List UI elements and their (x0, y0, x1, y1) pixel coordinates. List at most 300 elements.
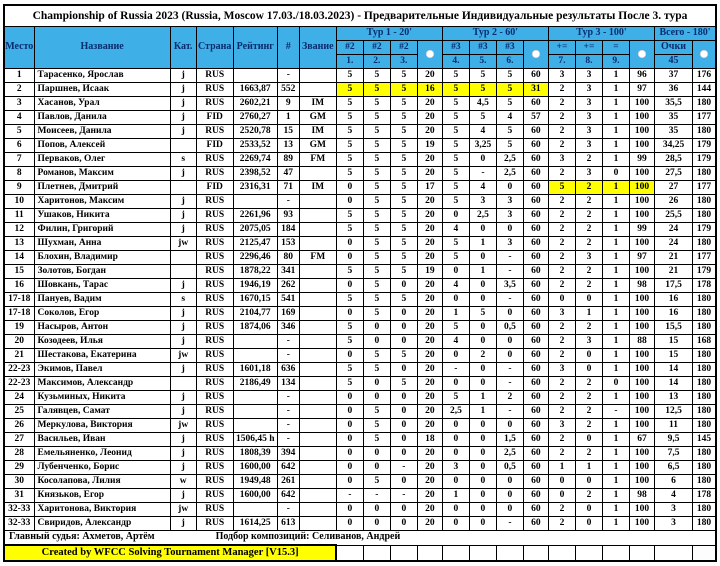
cell-r2-problem-2: 0 (469, 153, 496, 167)
cell-rating: 1946,19 (233, 279, 277, 293)
cell-r2-problem-1: 5 (442, 153, 469, 167)
cell-r3-problem-2: 2 (575, 223, 602, 237)
cell-r3-time: 100 (629, 503, 654, 517)
table-row (4, 363, 716, 377)
cell-points: 25,5 (655, 209, 693, 223)
cell-r2-time: 60 (523, 307, 548, 321)
cell-category: j (170, 461, 196, 475)
cell-r2-problem-3: - (496, 293, 523, 307)
cell-r3-problem-3: 1 (602, 321, 629, 335)
cell-r2-time: 60 (523, 97, 548, 111)
cell-number: 642 (277, 489, 299, 503)
cell-category: j (170, 83, 196, 97)
cell-r1-problem-1: 5 (336, 153, 363, 167)
cell-r3-problem-2: 3 (575, 111, 602, 125)
cell-category: j (170, 363, 196, 377)
cell-r2-problem-3: 5 (496, 83, 523, 97)
cell-r2-problem-1: 0 (442, 517, 469, 531)
cell-category (170, 265, 196, 279)
cell-total-time: 180 (693, 419, 716, 433)
cell-rating: 2104,77 (233, 307, 277, 321)
cell-r1-problem-3: 5 (390, 153, 417, 167)
table-row (4, 223, 716, 237)
cell-r2-problem-3: 0 (496, 181, 523, 195)
cell-rank-title: IM (299, 97, 336, 111)
cell-number: 89 (277, 153, 299, 167)
cell-r2-problem-2: 0 (469, 293, 496, 307)
problem5-number-header: 5. (469, 55, 496, 69)
cell-place: 3 (4, 97, 34, 111)
cell-r1-problem-2: 0 (363, 503, 390, 517)
problem2-number-header: 2. (363, 55, 390, 69)
cell-r1-problem-1: 0 (336, 517, 363, 531)
cell-rank-title: IM (299, 125, 336, 139)
cell-r1-problem-3: 0 (390, 307, 417, 321)
cell-total-time: 180 (693, 517, 716, 531)
cell-r1-problem-3: - (390, 489, 417, 503)
cell-r2-problem-2: 5 (469, 69, 496, 83)
cell-r1-problem-3: 5 (390, 349, 417, 363)
cell-r1-time: 20 (417, 405, 442, 419)
cell-r1-problem-1: 0 (336, 461, 363, 475)
cell-r2-problem-3: 0 (496, 503, 523, 517)
cell-r3-problem-3: 1 (602, 209, 629, 223)
empty-cell (523, 545, 548, 561)
problem7-number-header: 7. (548, 55, 575, 69)
cell-rating: 1601,18 (233, 363, 277, 377)
cell-r1-problem-1: - (336, 489, 363, 503)
cell-points: 24 (655, 237, 693, 251)
cell-r3-problem-2: 2 (575, 279, 602, 293)
cell-r1-problem-3: 5 (390, 167, 417, 181)
cell-total-time: 180 (693, 503, 716, 517)
cell-r2-problem-1: 3 (442, 461, 469, 475)
officials-cell (4, 531, 716, 546)
cell-country: RUS (196, 489, 233, 503)
cell-r1-problem-3: 5 (390, 83, 417, 97)
cell-points: 15 (655, 335, 693, 349)
cell-category: jw (170, 503, 196, 517)
cell-number: 80 (277, 251, 299, 265)
cell-country: RUS (196, 307, 233, 321)
col-header-round3: Тур 3 - 100' (548, 27, 654, 41)
cell-r2-time: 60 (523, 237, 548, 251)
cell-r2-problem-3: 0,5 (496, 321, 523, 335)
table-row (4, 153, 716, 167)
cell-r1-time: 20 (417, 195, 442, 209)
cell-r3-problem-3: 1 (602, 265, 629, 279)
cell-r3-problem-1: 2 (548, 111, 575, 125)
cell-r2-problem-3: - (496, 517, 523, 531)
cell-r2-time: 60 (523, 167, 548, 181)
cell-points: 3 (655, 503, 693, 517)
cell-total-time: 180 (693, 307, 716, 321)
cell-place: 31 (4, 489, 34, 503)
table-row (4, 237, 716, 251)
cell-r3-problem-3: 1 (602, 461, 629, 475)
cell-country: RUS (196, 405, 233, 419)
cell-r3-problem-2: 0 (575, 503, 602, 517)
cell-r2-problem-1: 5 (442, 391, 469, 405)
cell-name: Павлов, Данила (34, 111, 170, 125)
cell-rank-title (299, 349, 336, 363)
cell-r3-problem-2: 3 (575, 139, 602, 153)
cell-points: 35,5 (655, 97, 693, 111)
judge-name: Ахметов, Артём (82, 531, 155, 543)
cell-r3-problem-1: 2 (548, 251, 575, 265)
cell-number: 184 (277, 223, 299, 237)
cell-total-time: 180 (693, 405, 716, 419)
cell-name: Филин, Григорий (34, 223, 170, 237)
cell-category: s (170, 153, 196, 167)
cell-country: RUS (196, 69, 233, 83)
cell-r3-problem-1: 3 (548, 419, 575, 433)
cell-r3-problem-3: 1 (602, 139, 629, 153)
cell-r2-time: 60 (523, 503, 548, 517)
cell-country: RUS (196, 195, 233, 209)
cell-rating: 2760,27 (233, 111, 277, 125)
cell-rating: 2269,74 (233, 153, 277, 167)
cell-r1-problem-1: 0 (336, 307, 363, 321)
cell-r3-problem-1: 5 (548, 181, 575, 195)
cell-rank-title (299, 335, 336, 349)
cell-r1-problem-3: 5 (390, 377, 417, 391)
cell-r3-problem-3: 1 (602, 279, 629, 293)
cell-r3-problem-3: 0 (602, 167, 629, 181)
cell-place: 16 (4, 279, 34, 293)
cell-r1-problem-1: 0 (336, 419, 363, 433)
empty-cell (629, 545, 654, 561)
table-row (4, 265, 716, 279)
cell-r3-problem-3: 1 (602, 447, 629, 461)
cell-r1-problem-3: - (390, 461, 417, 475)
cell-r3-problem-1: 2 (548, 349, 575, 363)
cell-r3-time: 100 (629, 517, 654, 531)
cell-points: 27 (655, 181, 693, 195)
cell-rank-title (299, 83, 336, 97)
cell-r2-time: 60 (523, 209, 548, 223)
cell-r2-problem-2: 5 (469, 111, 496, 125)
cell-r3-problem-3: 1 (602, 195, 629, 209)
cell-rating (233, 419, 277, 433)
cell-r1-problem-3: 0 (390, 321, 417, 335)
empty-cell (548, 545, 575, 561)
cell-r3-problem-3: 1 (602, 97, 629, 111)
cell-r3-problem-1: 2 (548, 237, 575, 251)
cell-r1-problem-3: 0 (390, 517, 417, 531)
cell-total-time: 178 (693, 279, 716, 293)
cell-r1-time: 20 (417, 97, 442, 111)
cell-number: 261 (277, 475, 299, 489)
cell-r1-problem-1: 5 (336, 335, 363, 349)
cell-r2-problem-2: 0 (469, 461, 496, 475)
cell-rank-title: FM (299, 251, 336, 265)
round1-time-header (417, 41, 442, 69)
cell-r2-time: 60 (523, 321, 548, 335)
cell-total-time: 179 (693, 139, 716, 153)
cell-r3-problem-1: 2 (548, 223, 575, 237)
cell-r2-time: 60 (523, 363, 548, 377)
empty-cell (363, 545, 390, 561)
cell-number: 71 (277, 181, 299, 195)
cell-r3-time: 100 (629, 405, 654, 419)
cell-rating (233, 335, 277, 349)
cell-points: 16 (655, 293, 693, 307)
cell-r1-problem-3: 0 (390, 335, 417, 349)
cell-r1-problem-2: 5 (363, 69, 390, 83)
cell-rank-title (299, 475, 336, 489)
cell-r2-problem-2: 2,5 (469, 209, 496, 223)
cell-rating: 2602,21 (233, 97, 277, 111)
cell-r1-problem-1: 5 (336, 321, 363, 335)
cell-r2-problem-2: 4 (469, 181, 496, 195)
cell-r2-problem-1: 4 (442, 279, 469, 293)
cell-r1-problem-1: 0 (336, 181, 363, 195)
cell-rank-title (299, 195, 336, 209)
empty-cell (417, 545, 442, 561)
cell-r2-problem-1: 5 (442, 237, 469, 251)
cell-r1-problem-1: 5 (336, 83, 363, 97)
cell-country: RUS (196, 517, 233, 531)
cell-name: Золотов, Богдан (34, 265, 170, 279)
cell-country: RUS (196, 503, 233, 517)
cell-place: 32-33 (4, 517, 34, 531)
cell-r1-problem-3: 5 (390, 237, 417, 251)
cell-r2-time: 60 (523, 265, 548, 279)
cell-r3-problem-3: 1 (602, 181, 629, 195)
clock-icon (638, 50, 646, 58)
cell-r2-time: 60 (523, 181, 548, 195)
cell-points: 11 (655, 419, 693, 433)
cell-r2-time: 31 (523, 83, 548, 97)
cell-place: 6 (4, 139, 34, 153)
cell-r3-problem-2: 3 (575, 335, 602, 349)
cell-r1-problem-2: 5 (363, 223, 390, 237)
cell-r2-time: 60 (523, 405, 548, 419)
cell-r3-problem-2: 3 (575, 125, 602, 139)
cell-r1-problem-2: 5 (363, 139, 390, 153)
cell-number: 541 (277, 293, 299, 307)
cell-r3-problem-1: 2 (548, 433, 575, 447)
cell-r2-problem-2: 4 (469, 125, 496, 139)
cell-rank-title (299, 489, 336, 503)
cell-r2-problem-1: 0 (442, 349, 469, 363)
cell-r2-problem-3: 5 (496, 125, 523, 139)
cell-r1-problem-1: 5 (336, 377, 363, 391)
cell-name: Васильев, Иван (34, 433, 170, 447)
cell-r3-problem-3: 1 (602, 69, 629, 83)
cell-rank-title (299, 279, 336, 293)
cell-r1-problem-2: 5 (363, 97, 390, 111)
cell-r3-problem-1: 2 (548, 97, 575, 111)
cell-name: Козодеев, Илья (34, 335, 170, 349)
cell-r3-problem-2: 2 (575, 405, 602, 419)
cell-r1-problem-3: 5 (390, 139, 417, 153)
cell-r1-problem-1: 5 (336, 125, 363, 139)
cell-r3-time: 100 (629, 265, 654, 279)
cell-r3-time: 100 (629, 167, 654, 181)
cell-category: j (170, 321, 196, 335)
table-row (4, 349, 716, 363)
cell-category: jw (170, 237, 196, 251)
cell-r1-time: 20 (417, 69, 442, 83)
cell-country: FID (196, 111, 233, 125)
cell-name: Шовкань, Тарас (34, 279, 170, 293)
cell-category (170, 181, 196, 195)
cell-r2-problem-2: 5 (469, 83, 496, 97)
cell-place: 2 (4, 83, 34, 97)
round1-problem2-header: #2 (363, 41, 390, 55)
cell-category: j (170, 167, 196, 181)
cell-name: Соколов, Егор (34, 307, 170, 321)
cell-number: 93 (277, 209, 299, 223)
cell-r2-problem-2: 0 (469, 447, 496, 461)
cell-r3-problem-1: 0 (548, 475, 575, 489)
table-row (4, 321, 716, 335)
cell-points: 21 (655, 265, 693, 279)
cell-name: Плетнев, Дмитрий (34, 181, 170, 195)
cell-r2-problem-3: 0 (496, 475, 523, 489)
cell-r2-problem-2: 0 (469, 517, 496, 531)
cell-category (170, 139, 196, 153)
col-header-name: Название (34, 27, 170, 69)
cell-r2-problem-1: 1 (442, 307, 469, 321)
cell-place: 20 (4, 335, 34, 349)
cell-r2-problem-3: - (496, 265, 523, 279)
cell-rating: 1670,15 (233, 293, 277, 307)
cell-r1-problem-3: 5 (390, 223, 417, 237)
cell-r3-problem-1: 2 (548, 335, 575, 349)
cell-r3-time: 97 (629, 251, 654, 265)
cell-r2-problem-3: 0 (496, 307, 523, 321)
cell-r3-problem-3: 1 (602, 475, 629, 489)
cell-place: 19 (4, 321, 34, 335)
cell-r2-problem-2: 0 (469, 377, 496, 391)
cell-category: j (170, 405, 196, 419)
cell-r2-time: 60 (523, 223, 548, 237)
cell-points: 35 (655, 125, 693, 139)
col-header-place: Место (4, 27, 34, 69)
cell-r2-problem-1: 5 (442, 139, 469, 153)
credit-row (4, 545, 716, 561)
table-row (4, 69, 716, 83)
cell-r3-problem-1: 3 (548, 153, 575, 167)
cell-r1-problem-2: 0 (363, 447, 390, 461)
cell-r1-time: 20 (417, 223, 442, 237)
col-header-round1: Тур 1 - 20' (336, 27, 442, 41)
round2-problem1-header: #3 (442, 41, 469, 55)
cell-r2-time: 60 (523, 377, 548, 391)
cell-r3-problem-2: 1 (575, 307, 602, 321)
cell-name: Хасанов, Урал (34, 97, 170, 111)
cell-rank-title (299, 377, 336, 391)
cell-r2-problem-1: 0 (442, 209, 469, 223)
cell-r3-time: 100 (629, 307, 654, 321)
cell-number: 15 (277, 125, 299, 139)
table-row (4, 279, 716, 293)
cell-r1-time: 20 (417, 475, 442, 489)
cell-r1-time: 20 (417, 307, 442, 321)
cell-r1-problem-3: 0 (390, 475, 417, 489)
cell-r2-problem-3: 2,5 (496, 153, 523, 167)
round2-time-header (523, 41, 548, 69)
cell-r2-problem-3: 2,5 (496, 167, 523, 181)
empty-cell (575, 545, 602, 561)
cell-rating: 2296,46 (233, 251, 277, 265)
cell-r2-problem-2: 1 (469, 265, 496, 279)
cell-r2-problem-1: 2,5 (442, 405, 469, 419)
cell-number: 47 (277, 167, 299, 181)
cell-r1-problem-2: 5 (363, 125, 390, 139)
cell-r1-time: 20 (417, 391, 442, 405)
cell-r3-problem-3: 1 (602, 293, 629, 307)
cell-r1-problem-2: 5 (363, 419, 390, 433)
cell-r3-time: 100 (629, 139, 654, 153)
table-row (4, 335, 716, 349)
cell-place: 5 (4, 125, 34, 139)
cell-r1-time: 20 (417, 335, 442, 349)
cell-points: 15 (655, 349, 693, 363)
cell-place: 27 (4, 433, 34, 447)
col-header-rank-title: Звание (299, 27, 336, 69)
cell-r3-time: 67 (629, 433, 654, 447)
cell-r3-time: 100 (629, 321, 654, 335)
cell-r1-time: 20 (417, 447, 442, 461)
table-row (4, 195, 716, 209)
cell-number: 642 (277, 461, 299, 475)
cell-r3-time: 100 (629, 195, 654, 209)
cell-r3-problem-2: 3 (575, 69, 602, 83)
cell-r2-problem-2: 1 (469, 391, 496, 405)
cell-total-time: 180 (693, 237, 716, 251)
clock-icon (426, 50, 434, 58)
cell-r2-problem-1: 5 (442, 195, 469, 209)
credit-banner: Created by WFCC Solving Tournament Manager [V15.3] (4, 545, 336, 561)
cell-r2-time: 60 (523, 447, 548, 461)
cell-r2-time: 60 (523, 517, 548, 531)
cell-r1-problem-1: 0 (336, 349, 363, 363)
cell-name: Тарасенко, Ярослав (34, 69, 170, 83)
cell-r3-problem-3: 1 (602, 111, 629, 125)
cell-number: - (277, 349, 299, 363)
officials-row (4, 531, 716, 546)
cell-r2-problem-1: 5 (442, 111, 469, 125)
cell-number: 394 (277, 447, 299, 461)
cell-r2-problem-2: 0 (469, 321, 496, 335)
cell-r3-problem-2: 0 (575, 363, 602, 377)
cell-r3-problem-1: 2 (548, 279, 575, 293)
cell-r1-time: 20 (417, 377, 442, 391)
cell-r1-problem-3: 0 (390, 433, 417, 447)
cell-r3-problem-1: 2 (548, 321, 575, 335)
problem1-number-header: 1. (336, 55, 363, 69)
cell-r3-problem-3: 1 (602, 237, 629, 251)
table-row (4, 125, 716, 139)
cell-name: Свиридов, Александр (34, 517, 170, 531)
cell-r2-problem-1: 5 (442, 167, 469, 181)
cell-r3-problem-2: 0 (575, 433, 602, 447)
cell-name: Емельяненко, Леонид (34, 447, 170, 461)
cell-r1-problem-2: 0 (363, 377, 390, 391)
cell-country: RUS (196, 83, 233, 97)
cell-points: 6 (655, 475, 693, 489)
cell-points: 35 (655, 111, 693, 125)
cell-total-time: 177 (693, 111, 716, 125)
cell-r3-problem-2: 2 (575, 195, 602, 209)
judge-label: Главный судья: (9, 531, 80, 543)
cell-name: Галявцев, Самат (34, 405, 170, 419)
cell-country: RUS (196, 223, 233, 237)
